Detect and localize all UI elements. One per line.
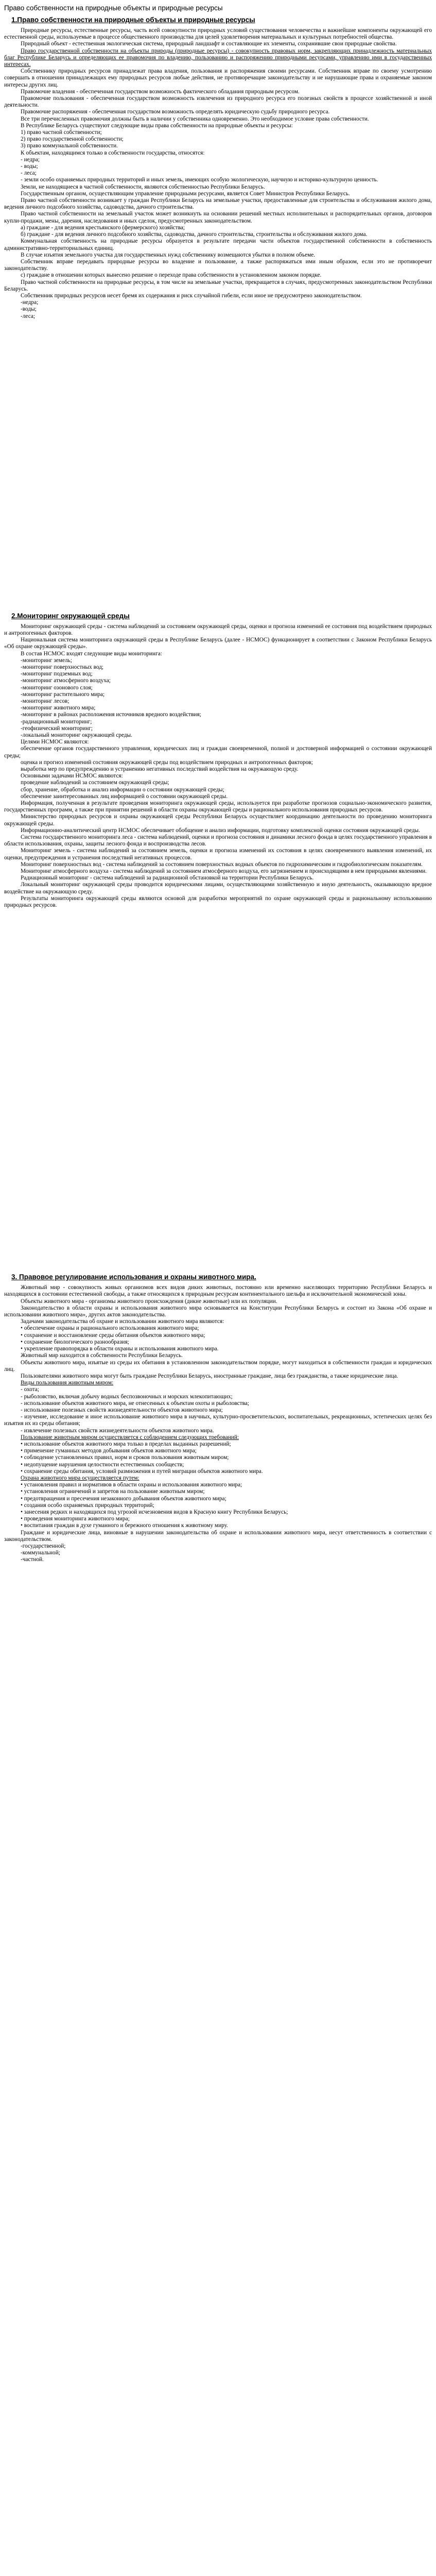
paragraph: Охрана животного мира осуществляется путем: [21,1475,139,1481]
list-item: -мониторинг подземных вод; [21,671,93,677]
paragraph: Собственнику природных ресурсов принадлежат права владения, пользования и распоряжения своими ресурсами. Собственник вправе по своему усмотрению совершать в отношении принадлежащих ему природных ресурсов любые действия, не противоречащие законодательству и не нарушающие права и охраняемые законом интересы других лиц. [4,68,432,88]
section-3-heading: 3. Правовое регулирование использования и охраны животного мира. [11,1273,256,1281]
paragraph: Законодательство в области охраны и использования животного мира основывается на Конституции Республики Беларусь и состоит из Закона «Об охране и использовании животного мира», других актов законодательства. [4,1304,432,1318]
list-item: 3) право коммунальной собственности. [21,143,118,149]
list-item: -мониторинг лесов; [21,698,69,704]
paragraph: Пользователями животного мира могут быть граждане Республики Беларусь, иностранные граждане, лица без гражданства, а также юридические лица. [21,1372,398,1379]
paragraph: Животный мир находится в собственности Республики Беларусь. [21,1352,183,1359]
list-item: • занесения редких и находящихся под угрозой исчезновения видов в Красную книгу Республики Беларусь; [21,1509,288,1515]
list-item: • установления ограничений и запретов на пользование животным миром; [21,1488,205,1495]
paragraph: Правомочие пользования - обеспеченная государством возможность извлечения из природного ресурса его полезных свойств в процессе хозяйственной и иной деятельности. [4,95,432,109]
paragraph: Все три перечисленных правомочия должны быть в наличии у собственника одновременно. Это необходимое условие права собственности. [21,115,369,122]
list-item: -воды; [21,306,37,313]
list-item: -радиационный мониторинг; [21,718,92,725]
paragraph: В состав НСМОС входят следующие виды мониторинга: [21,650,162,657]
page-title: Право собственности на природные объекты и природные ресурсы [4,4,223,12]
paragraph: Правомочие владения - обеспеченная государством возможность фактического обладания природным ресурсом. [21,88,300,95]
paragraph: Объекты животного мира, изъятые из среды их обитания в установленном законодательством порядке, могут находиться в собственности граждан и юридических лиц. [4,1359,432,1372]
list-item: -локальный мониторинг окружающей среды. [21,732,132,738]
list-item: - извлечение полезных свойств жизнедеятельности объектов животного мира. [21,1427,214,1434]
paragraph: Право частной собственности на земельный участок может возникнуть на основании решений местных исполнительных и распорядительных органов, договоров купли-продажи, мены, дарения, наследования и иных сделок, предусмотренных законодательством. [4,211,432,224]
paragraph: Право государственной собственности на объекты природы (природные ресурсы) - совокупность правовых норм, закрепляющих принадлежность материальных благ Республике Беларусь и определяющих ее правомочия по владению, пользованию и распоряжению природными ресурсами, управлению ими в государственных интересах. [4,47,432,68]
list-item: - рыболовство, включая добычу водных беспозвоночных и морских млекопитающих; [21,1393,233,1400]
paragraph: Локальный мониторинг окружающей среды проводится юридическими лицами, осуществляющими хозяйственную и иную деятельность, оказывающую вредное воздействие на окружающую среду. [4,882,432,895]
list-item: • предотвращения и пресечения незаконного добывания объектов животного мира; [21,1495,226,1502]
section-1-heading: 1.Право собственности на природные объекты и природные ресурсы [11,16,255,24]
list-item: - воды; [21,163,38,170]
paragraph: проведение наблюдений за состоянием окружающей среды; [21,779,169,786]
section-1-continued-space [4,320,432,608]
paragraph: В случае изъятия земельного участка для государственных нужд собственнику возмещаются убытки в полном объеме. [21,251,316,258]
paragraph: Государственным органом, осуществляющим управление природными ресурсами, является Совет Министров Республики Беларусь. [21,190,350,197]
paragraph: Система государственного мониторинга леса - система наблюдений, оценки и прогноза состояния и динамики лесного фонда в целях государственного управления в области использования, охраны, защиты лесного фонда и воспроизводства лесов. [4,834,432,848]
paragraph: Природный объект - естественная экологическая система, природный ландшафт и составляющие их элементы, сохранившие свои природные свойства. [21,41,397,47]
list-item: • проведения мониторинга животного мира; [21,1516,130,1522]
list-item: -мониторинг атмосферного воздуха; [21,677,111,684]
paragraph: обеспечение заинтересованных лиц информацией о состоянии окружающей среды. [21,793,228,800]
paragraph: Мониторинг земель - система наблюдений за состоянием земель, оценки и прогноза изменений их состояния в целях своевременного выявления изменений, их оценки, предупреждения и устранения последствий негативных процессов. [4,848,432,861]
paragraph: Министерство природных ресурсов и охраны окружающей среды Республики Беларусь осуществляет координацию деятельности по проведению мониторинга окружающей среды. [4,814,432,827]
paragraph: Мониторинг окружающей среды - система наблюдений за состоянием окружающей среды, оценки и прогноза изменений ее состояния под воздействием природных и антропогенных факторов. [4,623,432,636]
paragraph: Природные ресурсы, естественные ресурсы, часть всей совокупности природных условий существования человечества и важнейшие компоненты окружающей его естественной среды, используемые в процессе общественного производства для целей удовлетворения материальных и культурных потребностей общества. [4,27,432,41]
section-2-heading: 2.Мониторинг окружающей среды [11,612,130,620]
list-item: • сохранение и восстановление среды обитания объектов животного мира; [21,1332,205,1338]
paragraph: Пользование животным миром осуществляется с соблюдением следующих требований: [21,1434,239,1440]
list-item: -недра; [21,299,39,306]
list-item: • применение гуманных методов добывания объектов животного мира; [21,1448,197,1454]
section-2-continued-space [4,909,432,1269]
list-item: • использование объектов животного мира только в пределах выданных разрешений; [21,1440,231,1447]
list-item: -мониторинг озонового слоя; [21,684,93,691]
paragraph: Виды пользования животным миром: [21,1380,114,1386]
paragraph: Собственник природных ресурсов несет бремя их содержания и риск случайной гибели, если иное не предусмотрено законодательством. [21,292,362,299]
list-item: • укрепление правопорядка в области охраны и использования животного мира. [21,1346,219,1352]
paragraph: Информация, полученная в результате проведения мониторинга окружающей среды, используется при разработке прогнозов социально-экономического развития, государственных программ, а также при принятии решений в области охраны окружающей среды и рационального использования природных ресурсов. [4,800,432,814]
paragraph: Мониторинг атмосферного воздуха - система наблюдений за состоянием атмосферного воздуха, его загрязнением и происходящими в нем природными явлениями. [21,868,427,875]
list-item: -мониторинг в районах расположения источников вредного воздействия; [21,711,201,718]
list-item: -государственной; [21,1543,66,1549]
paragraph: выработка мер по предупреждению и устранению негативных последствий воздействия на окружающую среду. [21,766,299,772]
list-item: - недра; [21,156,40,163]
paragraph: с) граждане в отношении которых вынесено решение о переходе права собственности в установленном законом порядке. [21,272,322,279]
list-item: • соблюдение установленных правил, норм и сроков пользования животным миром; [21,1454,229,1461]
list-item: -мониторинг животного мира; [21,705,96,711]
paragraph: Информационно-аналитический центр НСМОС обеспечивает обобщение и анализ информации, подготовку комплексной оценки состояния окружающей среды. [21,827,420,834]
paragraph: Радиационный мониторинг - система наблюдений за радиационной обстановкой на территории Республики Беларусь. [21,875,314,882]
list-item: -геофизический мониторинг; [21,725,93,732]
list-item: - охота; [21,1386,39,1393]
list-item: • воспитания граждан в духе гуманного и бережного отношения к животному миру. [21,1522,228,1529]
paragraph: а) граждане - для ведения крестьянского (фермерского) хозяйства; [21,224,185,231]
list-item: - использование полезных свойств жизнедеятельности объектов животного мира; [21,1406,223,1413]
paragraph: Граждане и юридические лица, виновные в нарушении законодательства об охране и использовании животного мира, несут ответственность в соответствии с законодательством. [4,1529,432,1543]
paragraph: оценка и прогноз изменений состояния окружающей среды под воздействием природных и антропогенных факторов; [21,759,313,766]
list-item: - леса; [21,170,37,177]
paragraph: сбор, хранение, обработка и анализ информации о состоянии окружающей среды; [21,786,224,793]
list-item: - земли особо охраняемых природных территорий и иных земель, имеющих особую экологическую, научную и историко-культурную ценность. [21,177,378,183]
list-item: -частной. [21,1556,44,1563]
list-item: -мониторинг растительного мира; [21,691,105,698]
paragraph: В Республике Беларусь существуют следующие виды права собственности на природные объекты и ресурсы: [21,122,293,129]
list-item: - использование объектов животного мира, не отнесенных к объектам охоты и рыболовства; [21,1400,249,1406]
paragraph: Право частной собственности на природные ресурсы, в том числе на земельные участки, прекращается в случаях, предусмотренных законодательством Республики Беларусь. [4,279,432,292]
list-item: -мониторинг земель; [21,657,72,664]
list-item: • установления правил и нормативов в области охраны и использования животного мира; [21,1482,242,1488]
paragraph: Земли, не находящиеся в частной собственности, являются собственностью Республики Беларусь. [21,183,265,190]
paragraph: Объекты животного мира - организмы животного происхождения (дикие животные) или их популяции. [21,1298,277,1304]
paragraph: Собственник вправе передавать природные ресурсы во владение и пользование, а также распоряжаться ими иным образом, если это не противоречит законодательству. [4,258,432,272]
paragraph: Задачами законодательства об охране и использовании животного мира являются: [21,1318,224,1325]
paragraph: Национальная система мониторинга окружающей среды в Республике Беларусь (далее - НСМОС) функционирует в соответствии с Законом Республики Беларусь «Об охране окружающей среды». [4,637,432,650]
list-item: • сохранение среды обитания, условий размножения и путей миграции объектов животного мира. [21,1468,263,1475]
list-item: 1) право частной собственности; [21,129,102,136]
list-item: -леса; [21,313,35,319]
paragraph: Право частной собственности возникает у граждан Республики Беларусь на земельные участки, предоставленные для строительства и обслуживания жилого дома, ведения личного подсобного хозяйства, садоводства, дачного строительства. [4,197,432,211]
paragraph: Результаты мониторинга окружающей среды являются основой для разработки мероприятий по охране окружающей среды и рациональному использованию природных ресурсов. [4,895,432,909]
paragraph: Животный мир - совокупность живых организмов всех видов диких животных, постоянно или временно населяющих территорию Республики Беларусь и находящихся в состоянии естественной свободы, а также относящихся к природным ресурсам континентального шельфа и исключительной экономической зоны. [4,1284,432,1298]
list-item: 2) право государственной собственности; [21,136,124,143]
paragraph: б) граждане - для ведения личного подсобного хозяйства, садоводства, дачного строительства, строительства и обслуживания жилого дома. [21,231,368,238]
list-item: • сохранение биологического разнообразия; [21,1338,129,1345]
paragraph: Целями НСМОС являются: [21,739,89,745]
paragraph: Правомочие распоряжения - обеспеченная государством возможность определять юридическую судьбу природного ресурса. [21,109,330,115]
list-item: - изучение, исследование и иное использование животного мира в научных, культурно-просветительских, воспитательных, рекреационных, эстетических целях без изъятия их из среды обитания; [4,1414,432,1427]
list-item: -коммунальной; [21,1550,60,1556]
list-item: • создания особо охраняемых природных территорий; [21,1502,154,1509]
list-item: • недопущение нарушения целостности естественных сообществ; [21,1461,184,1468]
paragraph: Мониторинг поверхностных вод - система наблюдений за состоянием поверхностных водных объектов по гидрохимическим и гидробиологическим показателям. [21,861,423,868]
paragraph: К объектам, находящимся только в собственности государства, относятся: [21,149,205,156]
list-item: -мониторинг поверхностных вод; [21,664,104,670]
paragraph: Коммунальная собственность на природные ресурсы образуется в результате передачи части объектов государственной собственности в собственность административно-территориальных единиц. [4,238,432,251]
paragraph: Основными задачами НСМОС являются: [21,773,123,779]
list-item: • обеспечение охраны и рационального использования животного мира; [21,1325,199,1332]
paragraph: обеспечение органов государственного управления, юридических лиц и граждан своевременной, полной и достоверной информацией о состоянии окружающей среды; [4,745,432,759]
